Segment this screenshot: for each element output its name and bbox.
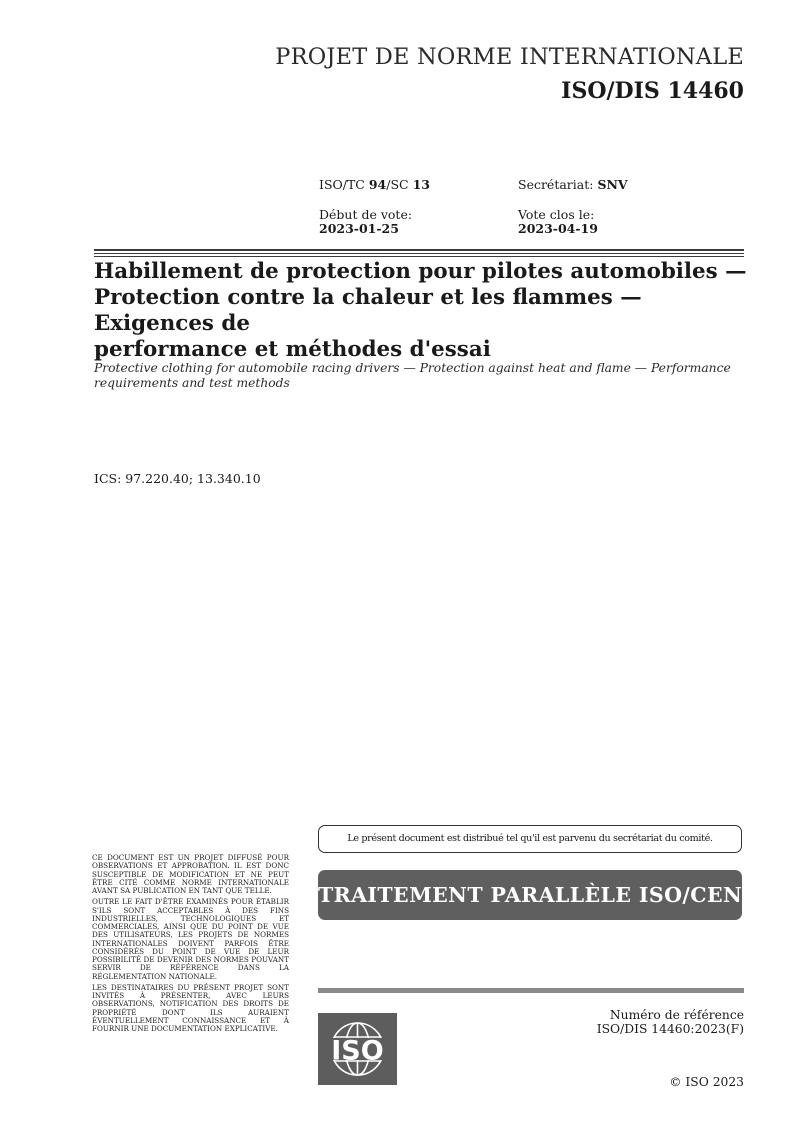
header-divider-thin-1 xyxy=(94,253,744,254)
copyright: © ISO 2023 xyxy=(669,1075,744,1089)
vote-end-date: 2023-04-19 xyxy=(518,221,598,236)
iso-logo xyxy=(318,1013,397,1085)
committee-reference: ISO/TC 94/SC 13 xyxy=(319,177,430,192)
header-divider-thin-2 xyxy=(94,256,744,257)
document-title: Habillement de protection pour pilotes automobiles — Protection contre la chaleur et les flammes — Exigences de performance et méthodes d'essai xyxy=(94,259,747,362)
vote-end xyxy=(518,208,598,236)
vote-start xyxy=(319,208,412,236)
footer-divider xyxy=(318,988,744,993)
parallel-processing-banner: TRAITEMENT PARALLÈLE ISO/CEN xyxy=(318,870,742,920)
vote-start-label: Début de vote: xyxy=(319,207,413,222)
disclaimer-paragraph: CE DOCUMENT EST UN PROJET DIFFUSÉ POUR OBSERVATIONS ET APPROBATION. IL EST DONC SUSCEPTIBLE DE MODIFICATION ET NE PEUT ÊTRE CITÉ COMME NORME INTERNATIONALE AVANT SA PUBLICATION EN TANT QUE TELLE. xyxy=(92,853,289,895)
vote-end-label: Vote clos le: xyxy=(518,207,595,222)
document-type: PROJET DE NORME INTERNATIONALE xyxy=(275,44,744,70)
disclaimer-paragraph: OUTRE LE FAIT D'ÊTRE EXAMINÉS POUR ÉTABLIR S'ILS SONT ACCEPTABLES À DES FINS INDUSTRIELLES, TECHNOLOGIQUES ET COMMERCIALES, AINSI QUE DU POINT DE VUE DES UTILISATEURS, LES PROJETS DE NORMES INTERNATIONALES DOIVENT PARFOIS ÊTRE CONSIDÉRÉS DU POINT DE VUE DE LEUR POSSIBILITÉ DE DEVENIR DES NORMES POUVANT SERVIR DE RÉFÉRENCE DANS LA RÉGLEMENTATION NATIONALE. xyxy=(92,897,289,981)
reference-number-value: ISO/DIS 14460:2023(F) xyxy=(596,1022,744,1036)
document-number: ISO/DIS 14460 xyxy=(561,78,744,104)
secretariat-value: SNV xyxy=(597,177,628,192)
header-divider-thick xyxy=(94,249,744,251)
vote-start-date: 2023-01-25 xyxy=(319,221,399,236)
ics-codes: ICS: 97.220.40; 13.340.10 xyxy=(94,471,261,486)
english-title: Protective clothing for automobile racing drivers — Protection against heat and flame — Performance requirements and test methods xyxy=(94,361,731,390)
disclaimer-text xyxy=(92,854,289,1036)
iso-globe-logo-icon xyxy=(318,1013,397,1085)
reference-number-label: Numéro de référence xyxy=(609,1008,744,1022)
secretariat: Secrétariat: SNV xyxy=(518,177,628,192)
disclaimer-paragraph: LES DESTINATAIRES DU PRÉSENT PROJET SONT INVITÉS À PRÉSENTER, AVEC LEURS OBSERVATIONS, NOTIFICATION DES DROITS DE PROPRIÉTÉ DONT ILS AURAIENT ÉVENTUELLEMENT CONNAISSANCE ET À FOURNIR UNE DOCUMENTATION EXPLICATIVE. xyxy=(92,982,289,1033)
sc-number: 13 xyxy=(412,177,430,192)
distribution-note: Le présent document est distribué tel qu'il est parvenu du secrétariat du comité. xyxy=(318,825,742,853)
tc-number: 94 xyxy=(368,177,387,192)
svg-text:ISO: ISO xyxy=(331,1035,384,1067)
